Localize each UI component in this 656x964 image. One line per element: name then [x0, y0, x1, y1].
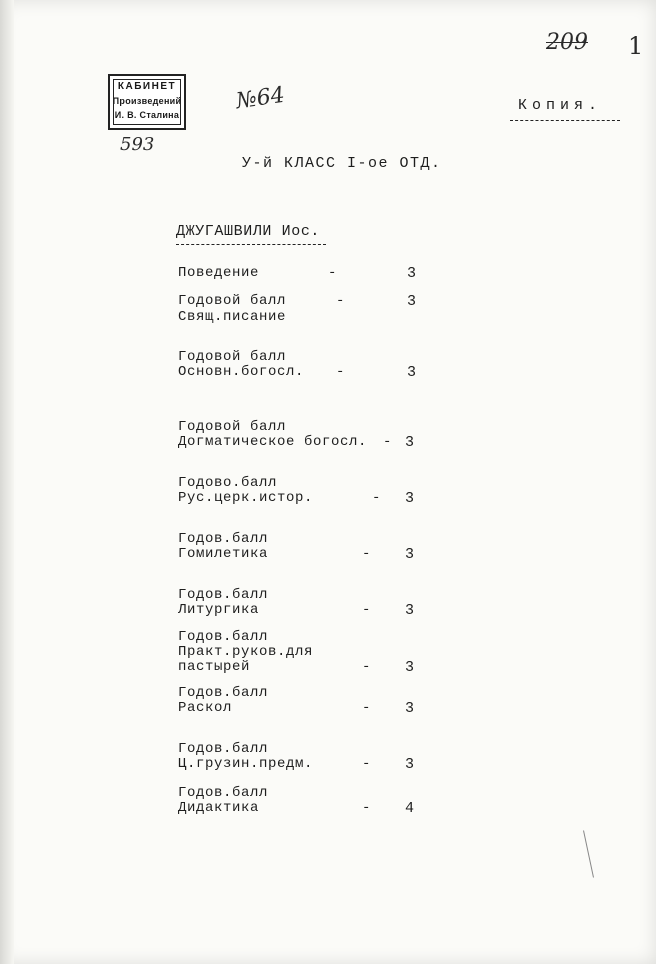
course-dash: -: [336, 364, 346, 380]
course-subject: Литургика: [178, 602, 260, 618]
copy-label: Копия.: [518, 97, 603, 114]
student-name: ДЖУГАШВИЛИ Иос.: [176, 223, 321, 240]
course-annual-grade-label: Годов.балл: [178, 685, 269, 701]
course-dash: -: [362, 602, 372, 618]
course-subject: Рус.церк.истор.: [178, 490, 314, 506]
course-subject: Дидактика: [178, 800, 260, 816]
course-dash: -: [372, 490, 382, 506]
course-subject: Свящ.писание: [178, 309, 287, 325]
course-grade: 3: [407, 364, 417, 381]
course-grade: 3: [405, 756, 415, 773]
inventory-mark: №64: [234, 82, 287, 115]
course-grade: 3: [405, 546, 415, 563]
student-name-underline: [176, 244, 326, 245]
course-annual-grade-label: Годов.балл: [178, 629, 269, 645]
course-subject: Гомилетика: [178, 546, 269, 562]
course-dash: -: [328, 265, 338, 281]
course-grade: 3: [405, 659, 415, 676]
course-dash: -: [362, 700, 372, 716]
stamp-line-2: Произведений: [112, 96, 182, 106]
page-number: 1: [628, 32, 644, 60]
course-subject: Практ.руков.для: [178, 644, 314, 660]
stamp-inner-border: [113, 79, 181, 125]
course-grade: 3: [405, 700, 415, 717]
folio-number: 209: [546, 30, 588, 55]
page-edge-shadow: [0, 0, 14, 964]
course-dash: -: [362, 756, 372, 772]
right-margin-mark: [583, 830, 594, 877]
course-dash: -: [336, 293, 346, 309]
course-subject-continued: пастырей: [178, 659, 251, 675]
course-dash: -: [362, 800, 372, 816]
course-grade: 3: [405, 490, 415, 507]
course-dash: -: [362, 546, 372, 562]
cabinet-stamp: [108, 74, 186, 130]
course-annual-grade-label: Годово.балл: [178, 475, 278, 491]
course-dash: -: [362, 659, 372, 675]
course-annual-grade-label: Годов.балл: [178, 531, 269, 547]
course-annual-grade-label: Годовой балл: [178, 293, 287, 309]
course-annual-grade-label: Годовой балл: [178, 349, 287, 365]
course-annual-grade-label: Годовой балл: [178, 419, 287, 435]
stamp-line-1: КАБИНЕТ: [117, 81, 177, 92]
course-annual-grade-label: Годов.балл: [178, 587, 269, 603]
course-annual-grade-label: Годов.балл: [178, 741, 269, 757]
course-subject: Догматическое богосл.: [178, 434, 368, 450]
handwritten-number: 593: [120, 134, 155, 155]
course-grade: 4: [405, 800, 415, 817]
course-grade: 3: [405, 434, 415, 451]
course-subject: Основн.богосл.: [178, 364, 305, 380]
copy-label-underline: [510, 120, 620, 121]
course-grade: 3: [405, 602, 415, 619]
course-subject: Поведение: [178, 265, 260, 281]
course-subject: Раскол: [178, 700, 233, 716]
course-dash: -: [383, 434, 393, 450]
course-grade: 3: [407, 293, 417, 310]
course-annual-grade-label: Годов.балл: [178, 785, 269, 801]
course-grade: 3: [407, 265, 417, 282]
class-title: У-й КЛАСС I-ое ОТД.: [242, 155, 442, 172]
stamp-line-3: И. В. Сталина: [114, 110, 180, 120]
course-subject: Ц.грузин.предм.: [178, 756, 314, 772]
